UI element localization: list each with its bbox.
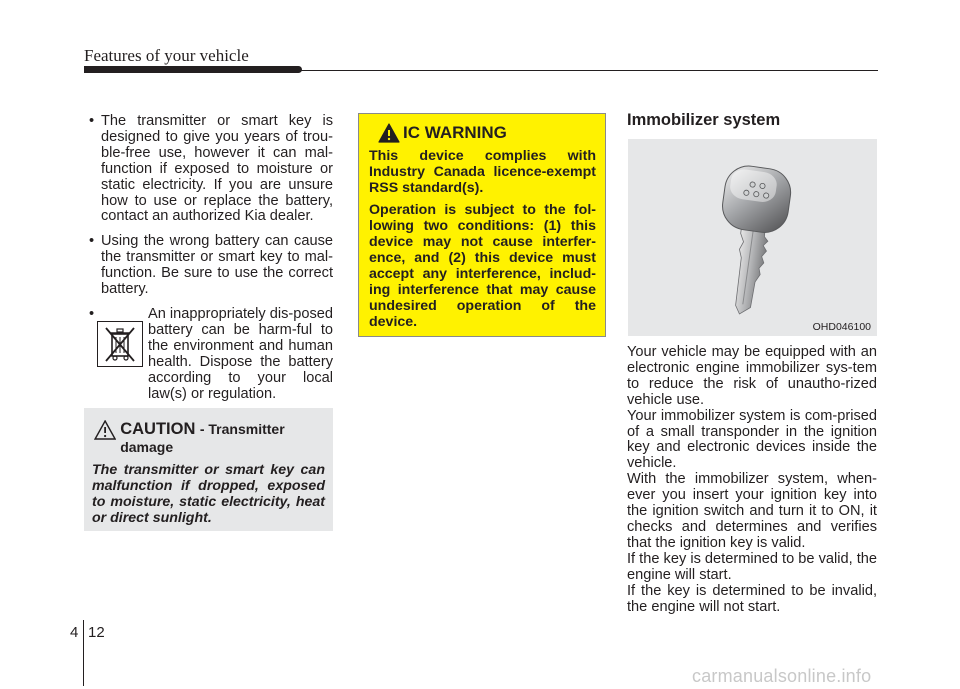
bullet-dot: • [89, 305, 95, 322]
warning-title: IC WARNING [403, 123, 507, 142]
dispose-text: An inappropriately dis-posed battery can be harm-ful to the environment and human health. Dispose the battery according to your local law(s) or regulation. [148, 305, 333, 402]
page-header-title: Features of your vehicle [84, 46, 249, 65]
warning-paragraph: Operation is subject to the fol-lowing two conditions: (1) this device may not cause interfer-ence, and (2) this device must accept any interference, includ-ing interference that may cause undesired operation of the device. [369, 202, 596, 330]
bullet-dot: • [89, 113, 95, 129]
crossed-bin-icon [97, 321, 143, 367]
caution-box [84, 408, 333, 531]
caution-subtitle: - Transmitter damage [120, 421, 285, 455]
bullet-dot: • [89, 233, 95, 250]
bullet-item [85, 114, 333, 225]
ignition-key-icon [628, 139, 877, 336]
chapter-number: 4 [70, 624, 79, 641]
bullet-item-dispose [85, 307, 333, 402]
body-paragraph: If the key is determined to be valid, the engine will start. [627, 550, 877, 583]
header-rule-thick [84, 66, 302, 73]
header-rule-thin [296, 70, 878, 71]
bullet-item [85, 234, 333, 298]
section-title: Immobilizer system [627, 111, 781, 129]
page-number: 12 [88, 624, 105, 641]
body-paragraph: Your immobilizer system is com-prised of a small transponder in the ignition key and electronic devices inside the vehicle. [627, 407, 877, 472]
caution-text: The transmitter or smart key can malfunction if dropped, exposed to moisture, static electricity, heat or direct sunlight. [92, 462, 325, 526]
caution-header [92, 418, 325, 457]
body-paragraph: With the immobilizer system, when-ever you insert your ignition key into the ignition switch and turn it to ON, it checks and determines and verifies that the ignition key is valid. [627, 471, 877, 551]
body-paragraph: Your vehicle may be equipped with an electronic engine immobilizer sys-tem to reduce the risk of unautho-rized vehicle use. [627, 344, 877, 408]
ic-warning-box [358, 113, 606, 337]
footer-rule [83, 620, 84, 686]
left-column [85, 114, 333, 402]
warning-triangle-icon [378, 123, 400, 143]
caution-heading [120, 420, 325, 457]
body-paragraph: If the key is determined to be invalid, the engine will not start. [627, 582, 877, 615]
right-column [627, 345, 877, 615]
ignition-key-figure [628, 139, 877, 336]
warning-paragraph: This device complies with Industry Canada licence-exempt RSS standard(s). [369, 148, 596, 196]
caution-word: CAUTION [120, 420, 196, 438]
watermark: carmanualsonline.info [692, 666, 872, 686]
bullet-text: The transmitter or smart key is designed to give you years of trou-ble-free use, however it can mal-function if exposed to moisture or static electricity. If you are unsure how to use or replace the battery, contact an authorized Kia dealer. [101, 113, 333, 225]
warning-header [369, 123, 596, 143]
caution-triangle-icon [94, 420, 116, 440]
bullet-text: Using the wrong battery can cause the transmitter or smart key to mal-function. Be sure to use the correct battery. [101, 233, 333, 298]
figure-caption: OHD046100 [812, 321, 871, 333]
